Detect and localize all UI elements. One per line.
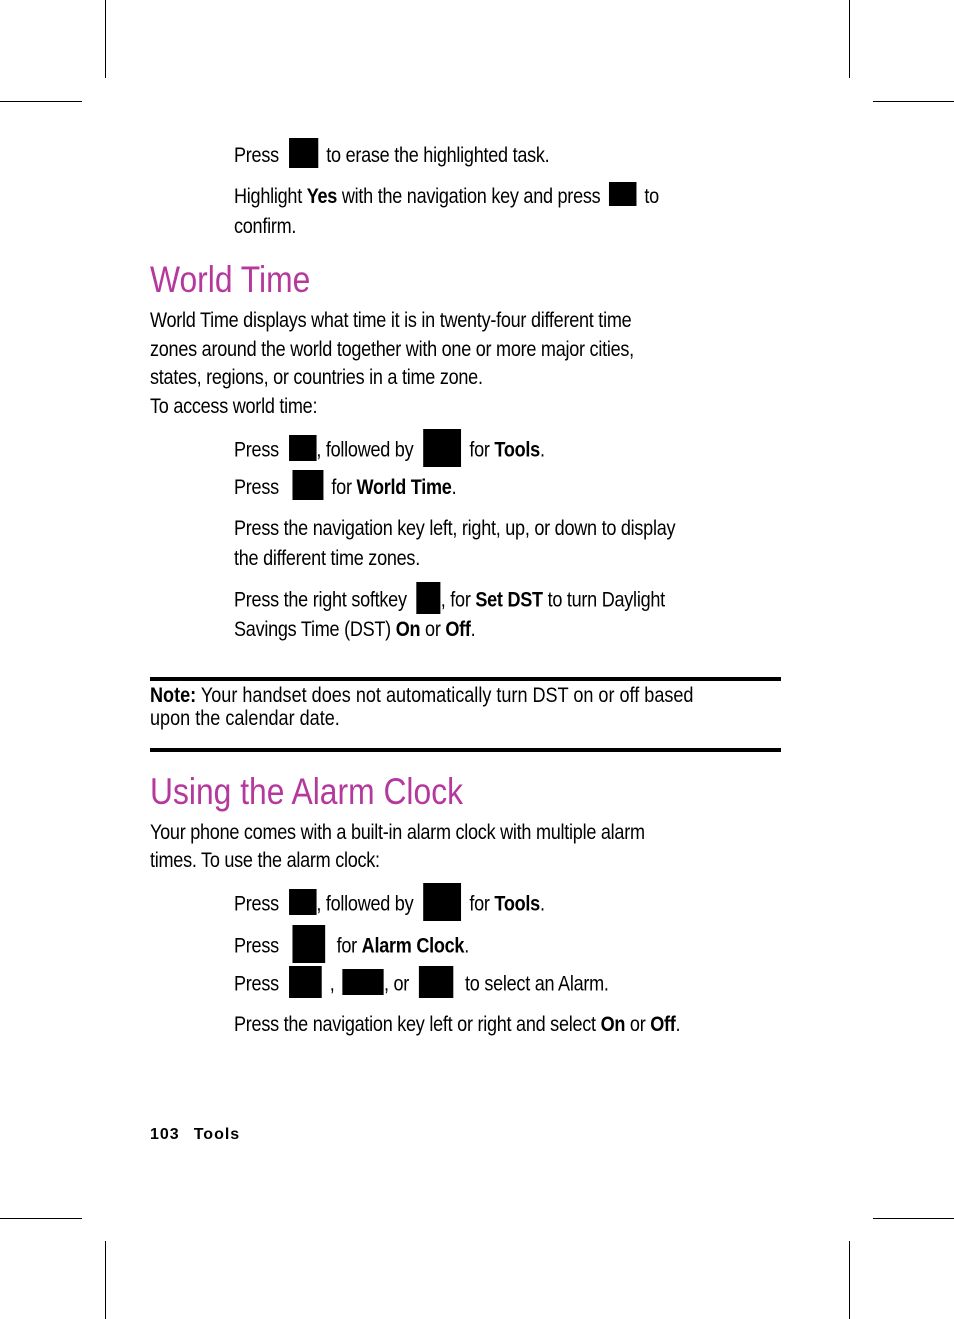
crop-mark [105, 0, 106, 78]
alarm-intro-2: times. To use the alarm clock: [150, 849, 380, 872]
crop-mark [105, 1241, 106, 1319]
alarm-clock-heading: Using the Alarm Clock [150, 771, 464, 812]
note-top-rule [150, 677, 781, 681]
world-time-step-1: Press , followed by for Tools. [234, 432, 595, 470]
page-number: 103 [150, 1126, 180, 1143]
page-footer [150, 1125, 240, 1145]
alarm-step-4: Press the navigation key left or right and select On or Off. [234, 1013, 681, 1036]
alarm-step-2: Press for Alarm Clock. [234, 928, 507, 966]
world-time-step-2: Press for World Time. [234, 473, 493, 503]
crop-mark [0, 1218, 82, 1219]
world-time-intro-3: states, regions, or countries in a time zone. [150, 366, 483, 389]
number-key-icon [289, 966, 322, 998]
world-time-step-3b: the different time zones. [234, 547, 420, 570]
number-key-icon [423, 429, 461, 467]
alarm-step-3: Press , , or to select an Alarm. [234, 969, 670, 1001]
world-time-intro-4: To access world time: [150, 395, 318, 418]
number-key-icon [292, 925, 325, 963]
number-key-icon [423, 883, 461, 921]
menu-key-icon [289, 889, 317, 915]
crop-mark [873, 101, 954, 102]
ok-key-icon [609, 182, 637, 206]
world-time-intro-1: World Time displays what time it is in twenty-four different time [150, 309, 632, 332]
world-time-step-4b: Savings Time (DST) On or Off. [234, 618, 476, 641]
world-time-step-4: Press the right softkey , for Set DST to turn Daylight [234, 585, 735, 617]
world-time-step-3a: Press the navigation key left, right, up, or down to display [234, 517, 676, 540]
alarm-intro-1: Your phone comes with a built-in alarm clock with multiple alarm [150, 821, 645, 844]
step-confirm-line2: confirm. [234, 215, 297, 238]
section-name: Tools [193, 1126, 241, 1143]
number-key-icon [292, 470, 323, 500]
number-key-icon [419, 966, 453, 998]
note-bottom-rule [150, 748, 781, 752]
note-block: Note: Your handset does not automatically turn DST on or off based upon the calendar date. [150, 684, 694, 730]
crop-mark [0, 101, 82, 102]
step-confirm-yes: Highlight Yes with the navigation key and press to [234, 182, 728, 211]
alarm-step-1: Press , followed by for Tools. [234, 886, 595, 924]
erase-key-icon [289, 138, 318, 168]
right-softkey-icon [417, 582, 441, 614]
crop-mark [849, 0, 850, 78]
world-time-heading: World Time [150, 259, 311, 300]
world-time-intro-2: zones around the world together with one or more major cities, [150, 338, 634, 361]
crop-mark [849, 1241, 850, 1319]
menu-key-icon [289, 435, 317, 461]
number-key-icon [343, 969, 384, 995]
crop-mark [873, 1218, 954, 1219]
step-erase-task: Press to erase the highlighted task. [234, 141, 601, 171]
